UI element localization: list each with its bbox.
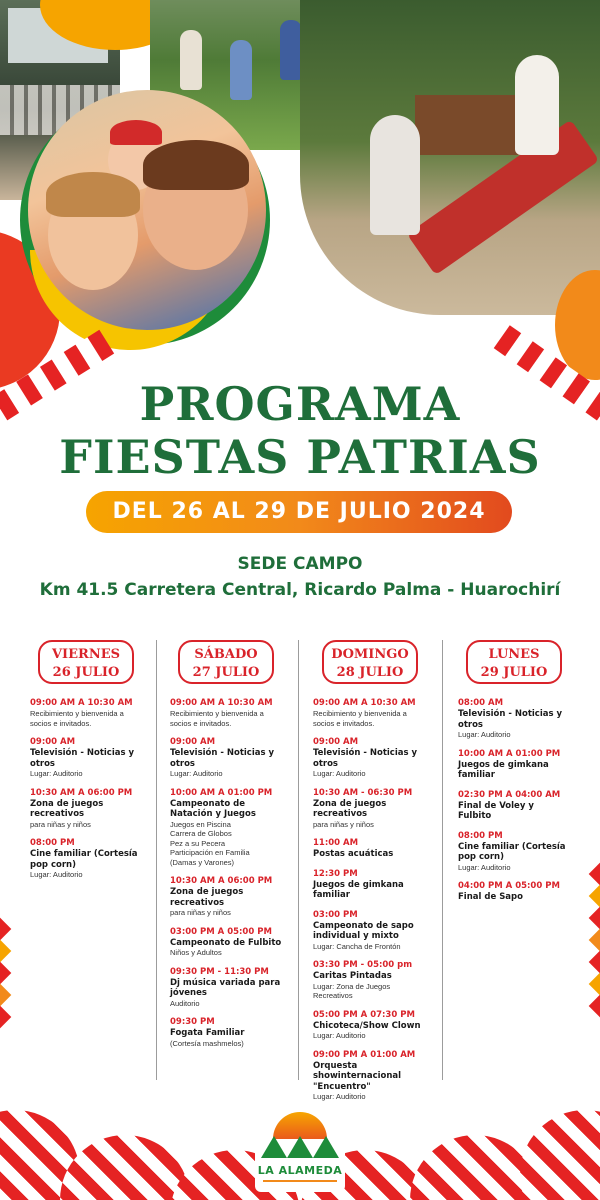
day-column-sunday [305, 640, 435, 1101]
day-date: 28 JULIO [336, 665, 404, 680]
event-detail: Lugar: Auditorio [170, 769, 223, 778]
event-time: 02:30 PM A 04:00 AM [458, 789, 561, 800]
event-time: 09:30 PM [170, 1017, 215, 1027]
day-date: 29 JULIO [480, 665, 548, 680]
event-time: 03:00 PM A 05:00 PM [170, 926, 272, 937]
event-name: Campeonato de Fulbito [170, 937, 282, 948]
event-detail: Lugar: Auditorio [458, 730, 511, 739]
event-detail: Lugar: Auditorio [313, 769, 366, 778]
schedule-event [30, 698, 142, 728]
day-date: 27 JULIO [192, 665, 260, 680]
event-time: 10:00 AM A 01:00 PM [170, 787, 273, 798]
event-detail: Auditorio [170, 998, 200, 1008]
event-time: 09:00 AM A 10:30 AM [313, 698, 416, 708]
poster-title [0, 378, 600, 484]
event-detail: Lugar: Auditorio [313, 1031, 366, 1040]
event-time: 09:00 AM [170, 737, 216, 747]
event-name: Televisión - Noticias y otros [170, 748, 275, 769]
column-divider [298, 640, 299, 1080]
event-detail: Lugar: Auditorio [458, 862, 511, 872]
schedule-event [170, 737, 282, 779]
day-name: SÁBADO [194, 647, 258, 662]
event-time: 08:00 AM [458, 698, 504, 708]
schedule-event [458, 698, 570, 740]
event-time: 10:30 AM A 06:00 PM [170, 876, 273, 886]
event-time: 09:00 AM A 10:30 AM [30, 698, 133, 708]
event-detail: Recibimiento y bienvenida a socios e invitados. [170, 709, 264, 728]
schedule-event [170, 876, 282, 918]
event-name: Final de Sapo [458, 892, 523, 902]
day-badge [322, 640, 418, 684]
event-detail: Lugar: Auditorio [30, 870, 83, 879]
logo-name: LA ALAMEDA [257, 1164, 343, 1177]
day-badge [466, 640, 562, 684]
event-detail: Niños y Adultos [170, 948, 222, 957]
event-time: 09:00 AM A 10:30 AM [170, 698, 273, 708]
day-date: 26 JULIO [52, 665, 120, 680]
event-name: Juegos de gimkana familiar [458, 759, 549, 780]
title-line-1: PROGRAMA [139, 377, 461, 431]
event-name: Dj música variada para jóvenes [170, 977, 281, 998]
column-divider [156, 640, 157, 1080]
event-time: 05:00 PM A 07:30 PM [313, 1009, 415, 1020]
event-time: 08:00 PM [30, 838, 75, 848]
schedule-event [313, 910, 427, 952]
day-name: LUNES [488, 647, 540, 662]
event-detail: para niñas y niños [313, 819, 374, 829]
event-time: 09:00 AM [30, 737, 76, 747]
event-time: 03:30 PM - 05:00 pm [313, 960, 413, 970]
event-name: Cine familiar (Cortesía pop corn) [458, 841, 566, 862]
day-badge [38, 640, 134, 684]
sun-icon [273, 1112, 327, 1139]
event-name: Televisión - Noticias y otros [30, 748, 135, 769]
event-name: Televisión - Noticias y otros [313, 748, 418, 769]
day-column-monday [450, 640, 578, 1086]
schedule-event [170, 967, 282, 1009]
happy-kids-photo [28, 90, 266, 330]
event-name: Televisión - Noticias y otros [458, 709, 563, 730]
schedule-event [313, 788, 427, 830]
event-name: Final de Voley y Fulbito [458, 800, 534, 821]
event-time: 11:00 AM [313, 838, 359, 848]
schedule-grid [22, 640, 578, 1101]
day-column-saturday [162, 640, 290, 1086]
schedule-event [313, 838, 427, 860]
event-detail: Recibimiento y bienvenida a socios e invitados. [30, 709, 124, 728]
event-time: 10:30 AM - 06:30 PM [313, 787, 413, 798]
schedule-event [458, 790, 570, 822]
venue-name: SEDE CAMPO [237, 554, 363, 574]
event-time: 03:00 PM [313, 909, 358, 920]
la-alameda-logo [255, 1112, 345, 1192]
date-range-banner: DEL 26 AL 29 DE JULIO 2024 [86, 491, 512, 533]
event-name: Zona de juegos recreativos [313, 798, 387, 819]
schedule-event [170, 698, 282, 728]
schedule-event [458, 749, 570, 781]
schedule-event [30, 737, 142, 779]
schedule-event [313, 1010, 427, 1041]
mountains-icon [261, 1136, 339, 1160]
schedule-event [458, 831, 570, 873]
event-time: 09:00 AM [313, 737, 359, 747]
event-name: Caritas Pintadas [313, 971, 392, 981]
event-detail: Lugar: Auditorio [30, 769, 83, 778]
venue-address: Km 41.5 Carretera Central, Ricardo Palma - Huarochirí [39, 580, 561, 600]
event-time: 10:00 AM A 01:00 PM [458, 748, 561, 759]
schedule-event [30, 838, 142, 880]
event-time: 09:30 PM - 11:30 PM [170, 966, 269, 977]
event-time: 09:00 PM A 01:00 AM [313, 1049, 416, 1060]
event-time: 12:30 PM [313, 868, 358, 879]
schedule-event [170, 927, 282, 958]
event-name: Zona de juegos recreativos [30, 798, 104, 819]
event-name: Juegos de gimkana familiar [313, 879, 404, 900]
right-triangle-decoration [592, 860, 600, 1020]
schedule-event [313, 698, 427, 728]
venue-block [0, 553, 600, 605]
event-detail: Lugar: Cancha de Frontón [313, 941, 401, 951]
event-name: Cine familiar (Cortesía pop corn) [30, 849, 138, 870]
event-detail: Lugar: Zona de Juegos Recreativos [313, 981, 391, 1000]
schedule-event [313, 960, 427, 1001]
event-time: 04:00 PM A 05:00 PM [458, 881, 560, 891]
event-name: Zona de juegos recreativos [170, 887, 244, 908]
day-name: DOMINGO [331, 647, 409, 662]
schedule-event [30, 788, 142, 830]
schedule-event [313, 737, 427, 779]
day-name: VIERNES [51, 647, 121, 662]
event-name: Postas acuáticas [313, 849, 394, 859]
title-line-2: FIESTAS PATRIAS [59, 430, 541, 484]
schedule-event [313, 869, 427, 901]
event-name: Campeonato de Natación y Juegos [170, 798, 256, 819]
event-detail: para niñas y niños [170, 908, 231, 917]
event-detail: Lugar: Auditorio [313, 1092, 366, 1101]
schedule-event [170, 1017, 282, 1048]
event-name: Orquesta showinternacional "Encuentro" [313, 1060, 402, 1092]
playground-slide-photo [300, 0, 600, 315]
event-name: Fogata Familiar [170, 1028, 245, 1038]
day-column-friday [22, 640, 150, 1086]
event-name: Chicoteca/Show Clown [313, 1020, 421, 1031]
day-badge [178, 640, 274, 684]
schedule-event [170, 788, 282, 868]
schedule-event [458, 881, 570, 903]
event-detail: (Cortesía mashmelos) [170, 1038, 244, 1048]
event-detail: Juegos en Piscina Carrera de Globos Pez a su Pecera Participación en Familia (Damas y Varones) [170, 819, 250, 867]
event-detail: Recibimiento y bienvenida a socios e invitados. [313, 709, 407, 728]
event-name: Campeonato de sapo individual y mixto [313, 920, 414, 941]
event-time: 08:00 PM [458, 830, 503, 841]
column-divider [442, 640, 443, 1080]
event-time: 10:30 AM A 06:00 PM [30, 787, 133, 798]
event-detail: para niñas y niños [30, 819, 91, 829]
left-triangle-decoration [0, 915, 8, 1031]
